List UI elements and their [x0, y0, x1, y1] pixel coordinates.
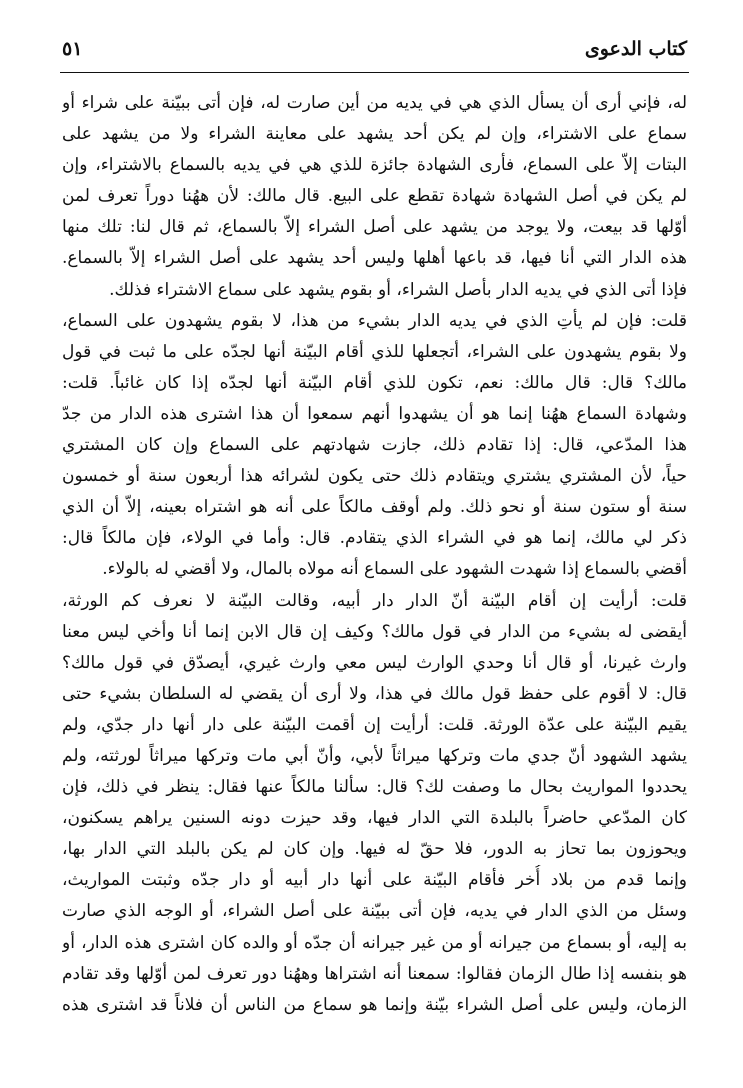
text-line: البتات إلاّ على السماع، فأرى الشهادة جائزة للذي هي في يديه بالسماع بالاشتراء، وإن: [62, 155, 687, 176]
text-line: حياً، لأن المشتري يشتري ويتقادم ذلك حتى يكون لشرائه هذا أربعون سنة أو خمسون: [62, 466, 687, 487]
text-line: ولا بقوم يشهدون على الشراء، أتجعلها للذي أقام البيّنة أنها لجدّه على ما ثبت في قول: [62, 341, 687, 362]
text-line: قال: لا أقوم على حفظ قول مالك في هذا، ولا أرى أن يقضي له السلطان بشيء حتى: [62, 683, 687, 704]
text-line: له، فإني أرى أن يسأل الذي هي في يديه من أين صارت له، فإن أتى ببيّنة على شراء أو: [62, 93, 687, 113]
page-number: ٥١: [62, 38, 83, 60]
header-rule: [60, 72, 689, 73]
text-line: أوّلها قد بيعت، ولا يوجد من يشهد على أصل الشراء إلاّ بالسماع، ثم قال لنا: تلك منها: [62, 217, 687, 238]
text-line: هو بنفسه إذا طال الزمان فقالوا: سمعنا أنه اشتراها وههُنا دور تعرف لمن أوّلها وقد تقادم: [62, 963, 687, 984]
text-line: مالك؟ قال: قال مالك: نعم، تكون للذي أقام البيّنة أنها لجدّه إذا كان غائباً. قلت:: [62, 372, 687, 393]
text-line: أقضي بالسماع إذا شهدت الشهود على السماع أنه مولاه بالمال، ولا أقضي له بالولاء.: [102, 559, 687, 580]
text-line: سماع على الاشتراء، وإن لم يكن أحد يشهد على معاينة الشراء ولا من يشهد على: [62, 124, 687, 145]
text-line: الزمان، وليس على أصل الشراء بيّنة وإنما هو سماع من الناس أن فلاناً قد اشترى هذه: [62, 994, 687, 1015]
text-line: وارث غيرنا، أو قال أنا وحدي الوارث ليس معي وارث غيري، أيصدّق في قول مالك؟: [62, 652, 687, 673]
text-line: أيقضى له بشيء من الدار في قول مالك؟ وكيف إن قال الابن إنما أنا وأخي ليس معنا: [62, 621, 687, 642]
text-line: به إليه، أو بسماع من جيرانه أو من غير جيرانه أن جدّه أو والده كان اشترى هذه الدار، أو: [62, 932, 687, 953]
text-line: لم يكن في أصل الشهادة شهادة تقطع على البيع. قال مالك: لأن ههُنا دوراً تعرف لمن: [62, 186, 687, 207]
text-line: هذا المدّعي، قال: إذا تقادم ذلك، جازت شهادتهم على السماع وإن كان المشتري: [62, 435, 687, 456]
text-line: وشهادة السماع ههُنا إنما هو أن يشهدوا أنهم سمعوا أن هذا اشترى هذه الدار من جدّ: [62, 403, 687, 424]
text-line: كان المدّعي حاضراً بالبلدة التي الدار فيها، وقد حيزت دونه السنين يراهم يسكنون،: [62, 808, 687, 829]
text-line: ويحوزون بما تحاز به الدور، فلا حقّ له فيها. وإن كان لم يكن بالبلد التي الدار بها،: [62, 839, 687, 860]
text-line: قلت: فإن لم يأتِ الذي في يديه الدار بشيء من هذا، لا بقوم يشهدون على السماع،: [62, 310, 687, 331]
text-line: يشهد الشهود أنّ جدي مات وتركها ميراثاً لأبي، وأنّ أبي مات وتركها ميراثاً لورثته، ولم: [62, 745, 687, 766]
text-line: وسئل من الذي الدار في يديه، فإن أتى ببيّنة على أصل الشراء، أو الوجه الذي صارت: [62, 901, 687, 922]
text-line: يحددوا المواريث بحال ما وصفت لك؟ قال: سألنا مالكاً عنها فقال: ينظر في ذلك، فإن: [62, 777, 687, 798]
text-line: فإذا أتى الذي في يديه الدار بأصل الشراء، أو بقوم يشهد على سماع الاشتراء فذلك.: [109, 279, 687, 300]
text-line: ذكر لي مالك، إنما هو في الشراء الذي يتقادم. قال: وأما في الولاء، فإن مالكاً قال:: [62, 528, 687, 549]
text-line: سنة أو ستون سنة أو نحو ذلك. ولم أوقف مالكاً على أنه هو اشتراه بعينه، إلاّ أن الذي: [62, 497, 687, 518]
text-line: يقيم البيّنة على عدّة الورثة. قلت: أرأيت إن أقمت البيّنة على دار أنها دار جدّي، ولم: [62, 714, 687, 735]
text-line: هذه الدار التي أنا فيها، قد باعها أهلها وليس أحد يشهد على أصل الشراء إلاّ بالسماع.: [62, 248, 687, 269]
body-text: [62, 88, 687, 1021]
text-line: قلت: أرأيت إن أقام البيّنة أنّ الدار دار أبيه، وقالت البيّنة لا نعرف كم الورثة،: [62, 590, 687, 611]
page-header: [62, 30, 687, 70]
text-line: وإنما قدم من بلاد أُخر فأقام البيّنة على أنها دار أبيه أو دار جدّه وثبتت المواريث،: [62, 870, 687, 891]
running-title: كتاب الدعوى: [584, 38, 687, 60]
